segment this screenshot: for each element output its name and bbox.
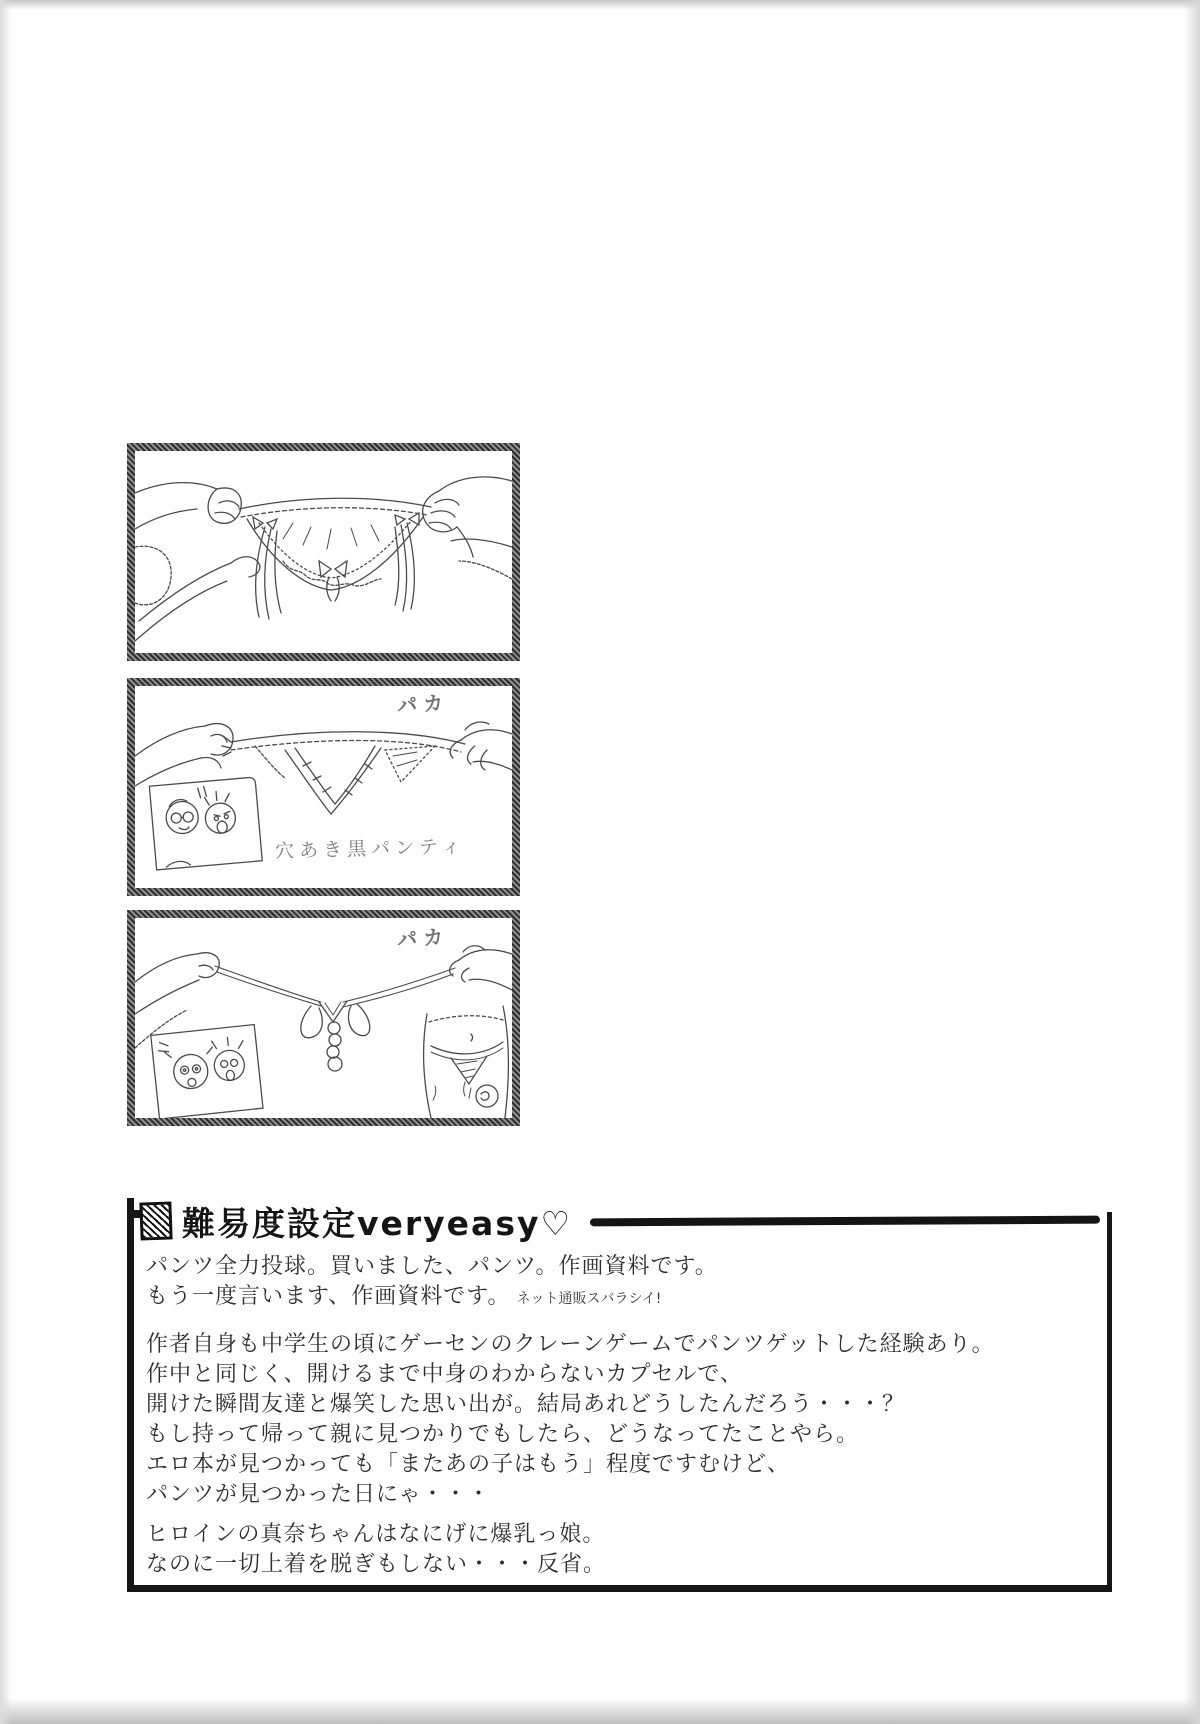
afterword-line: パンツが見つかった日にゃ・・・ <box>146 1482 491 1507</box>
panel-1-inner <box>135 451 512 653</box>
signature-sketch <box>464 1082 499 1107</box>
afterword-line: 開けた瞬間友達と爆笑した思い出が。結局あれどうしたんだろう・・・？ <box>146 1392 906 1417</box>
scan-edge-bottom <box>0 1698 1200 1724</box>
panel-3-sketch <box>135 918 512 1118</box>
afterword-title-row <box>140 1198 1100 1244</box>
afterword-note-small: ネット通販スバラシイ! <box>516 1291 662 1307</box>
sketch-panel-2 <box>127 678 520 896</box>
panel-1-sketch <box>135 451 512 653</box>
title-rule-line <box>590 1216 1100 1227</box>
string-panty-sketch <box>215 966 455 1071</box>
scan-edge-top <box>0 0 1200 10</box>
panty-sketch <box>239 498 431 601</box>
afterword-line: 作者自身も中学生の頃にゲーセンのクレーンゲームでパンツゲットした経験あり。 <box>146 1332 995 1357</box>
right-hand-sketch <box>450 946 512 990</box>
afterword-line: ヒロインの真奈ちゃんはなにげに爆乳っ娘。 <box>146 1522 606 1547</box>
paragraph-gap <box>146 1510 1096 1520</box>
left-ribbon-sketch <box>253 517 281 619</box>
right-hand-sketch <box>450 722 512 770</box>
afterword-line: 作中と同じく、開けるまで中身のわからないカプセルで、 <box>146 1362 743 1387</box>
left-hand-sketch <box>135 483 260 641</box>
sfx-paka: パカ <box>396 924 450 952</box>
open-panty-sketch <box>222 732 465 814</box>
afterword-title: 難易度設定veryeasy♡ <box>182 1203 573 1243</box>
afterword-line: パンツ全力投球。買いました、パンツ。作画資料です。 <box>146 1254 718 1279</box>
hatched-square-icon <box>139 1201 172 1240</box>
afterword-line: エロ本が見つかっても「またあの子はもう」程度ですむけど、 <box>146 1452 791 1477</box>
chibi-sketch <box>149 777 262 870</box>
right-hand-sketch <box>423 477 512 579</box>
panel-3-inner <box>135 918 512 1118</box>
left-hand-sketch <box>135 953 219 1048</box>
afterword-line: なのに一切上着を脱ぎもしない・・・反省。 <box>146 1552 607 1577</box>
afterword-line-text: もう一度言います、作画資料です。 <box>146 1284 511 1309</box>
paragraph-gap <box>146 1314 1096 1330</box>
sfx-paka: パカ <box>396 690 450 718</box>
afterword-line <box>146 1282 1096 1314</box>
afterword-body <box>146 1252 1096 1580</box>
panel-2-inner <box>135 686 512 888</box>
hips-sketch <box>424 1006 509 1118</box>
afterword-line: もし持って帰って親に見つかりでもしたら、どうなってたことやら。 <box>146 1422 860 1447</box>
sketch-panel-1 <box>127 443 520 661</box>
panel-2-caption: 穴あき黒パンティ <box>274 835 466 863</box>
left-hand-sketch <box>135 724 233 786</box>
sketch-panel-3 <box>127 910 520 1126</box>
scan-edge-right <box>1184 0 1200 1724</box>
chibi-sketch <box>151 1025 263 1118</box>
scan-edge-left <box>0 0 12 1724</box>
